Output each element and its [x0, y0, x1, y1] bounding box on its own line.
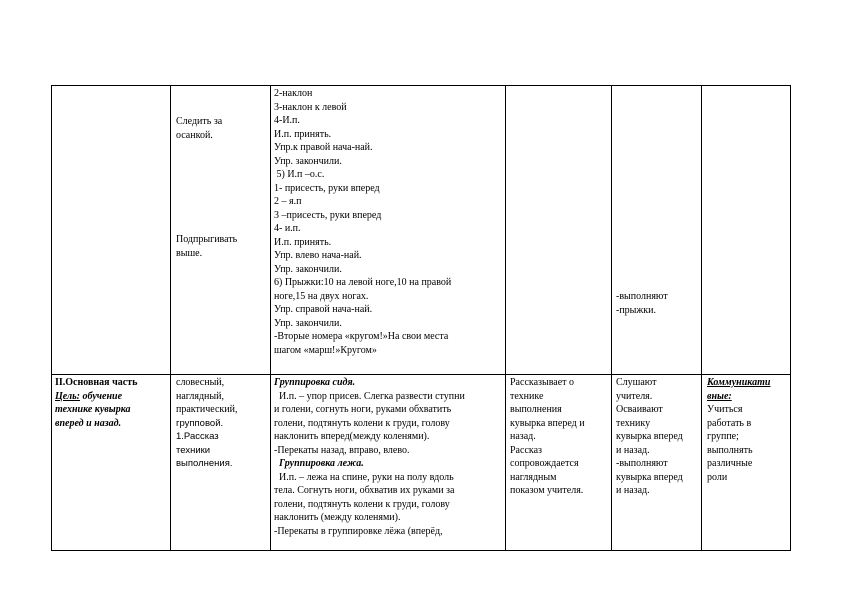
student-action: технику — [616, 417, 651, 429]
teacher-action: выполнения — [510, 404, 562, 415]
stage-title: II.Основная часть — [55, 377, 138, 388]
method-item: наглядный, — [176, 390, 224, 402]
student-action: -выполняют — [616, 458, 668, 469]
teacher-action: Рассказывает о — [510, 377, 575, 388]
content-line: тела. Согнуть ноги, обхватив их руками за — [274, 485, 455, 496]
content-line: голени, подтянуть колени к груди, голову — [274, 417, 450, 429]
teacher-action: наглядным — [510, 471, 557, 483]
goal-label: Цель: — [55, 390, 80, 402]
row-divider — [52, 374, 790, 375]
student-action: Осваивают — [616, 404, 663, 415]
method-note: выше. — [176, 247, 203, 259]
method-item: техники — [176, 444, 211, 456]
uud-item: Учиться — [707, 404, 743, 415]
content-line: наклонить (между коленями). — [274, 512, 401, 523]
content-line: голени, подтянуть колени к груди, голову — [274, 498, 450, 510]
exercise-line: 3-наклон к левой — [274, 101, 347, 113]
exercise-line: 4- и.п. — [274, 223, 301, 234]
content-line: И.п. – лежа на спине, руки на полу вдоль — [274, 471, 454, 483]
exercise-line: 4-И.п. — [274, 115, 300, 126]
exercise-line: 6) Прыжки:10 на левой ноге,10 на правой — [274, 277, 452, 288]
exercise-line: Упр.к правой нача-най. — [274, 142, 373, 153]
method-item: выполнения. — [176, 458, 233, 469]
method-note: Подпрыгивать — [176, 234, 238, 245]
exercise-line: Упр. закончили. — [274, 155, 342, 167]
content-line: наклонить вперед(между коленями). — [274, 431, 430, 442]
method-item: словесный, — [176, 377, 225, 388]
student-action: учителя. — [616, 390, 653, 402]
content-line: и голени, согнуть ноги, руками обхватить — [274, 404, 452, 415]
student-action: кувырка вперед — [616, 471, 683, 483]
exercise-line: Упр. закончили. — [274, 263, 342, 275]
row2-teacher-cell — [510, 376, 610, 498]
teacher-action: Рассказ — [510, 444, 542, 456]
row2-students-cell — [616, 376, 700, 498]
exercise-line: 2-наклон — [274, 88, 313, 99]
uud-item: различные — [707, 458, 753, 469]
exercise-line: 3 –присесть, руки вперед — [274, 209, 382, 221]
content-heading: Группировка сидя. — [274, 377, 356, 388]
exercise-line: И.п. принять. — [274, 236, 332, 248]
method-note: Следить за — [176, 116, 223, 127]
row2-content-cell — [274, 376, 504, 538]
content-line: И.п. – упор присев. Слегка развести ступни — [274, 390, 465, 402]
content-line: -Перекаты назад, вправо, влево. — [274, 444, 410, 456]
column-divider — [701, 86, 702, 550]
uud-heading: вные: — [707, 390, 732, 402]
exercise-line: Упр. влево нача-най. — [274, 250, 362, 261]
method-item: практический, — [176, 404, 238, 415]
student-action: Слушают — [616, 377, 657, 388]
exercise-line: ноге,15 на двух ногах. — [274, 290, 369, 302]
uud-item: роли — [707, 471, 728, 483]
teacher-action: показом учителя. — [510, 485, 584, 496]
student-action: и назад. — [616, 444, 650, 456]
student-action: и назад. — [616, 485, 650, 496]
uud-item: работать в — [707, 417, 752, 429]
teacher-action: кувырка вперед и — [510, 417, 585, 429]
exercise-line: шагом «марш!»Кругом» — [274, 344, 377, 356]
teacher-action: назад. — [510, 431, 536, 442]
student-action: -прыжки. — [616, 304, 657, 316]
row2-method-cell — [176, 376, 268, 471]
exercise-line: 5) И.п –о.с. — [274, 169, 325, 180]
column-divider — [505, 86, 506, 550]
row1-students-cell — [616, 290, 698, 317]
teacher-action: технике — [510, 390, 544, 402]
goal-text-line: технике кувырка — [55, 404, 131, 415]
exercise-line: 1- присесть, руки вперед — [274, 182, 380, 194]
row1-content-cell — [274, 87, 502, 357]
method-note: осанкой. — [176, 129, 213, 141]
row2-uud-cell — [707, 376, 789, 484]
student-action: кувырка вперед — [616, 431, 683, 442]
exercise-line: И.п. принять. — [274, 128, 332, 140]
goal-text: обучение — [80, 390, 123, 402]
column-divider — [170, 86, 171, 550]
content-line: -Перекаты в группировке лёжа (вперёд, — [274, 525, 443, 537]
column-divider — [270, 86, 271, 550]
teacher-action: сопровождается — [510, 458, 579, 469]
uud-item: группе; — [707, 431, 739, 442]
content-heading: Группировка лежа. — [279, 458, 364, 469]
exercise-line: 2 – я.п — [274, 196, 302, 207]
lesson-table — [51, 85, 791, 551]
uud-item: выполнять — [707, 444, 753, 456]
method-item: групповой. — [176, 417, 224, 429]
row1-method-cell-2 — [176, 233, 266, 260]
method-item: 1.Рассказ — [176, 431, 219, 442]
column-divider — [611, 86, 612, 550]
student-action: -выполняют — [616, 291, 668, 302]
row2-stage-cell — [55, 376, 169, 430]
goal-text-line: вперед и назад. — [55, 417, 122, 429]
exercise-line: Упр. справой нача-най. — [274, 304, 373, 315]
row1-method-cell — [176, 115, 266, 142]
exercise-line: -Вторые номера «кругом!»На свои места — [274, 331, 449, 342]
exercise-line: Упр. закончили. — [274, 317, 342, 329]
uud-heading: Коммуникати — [707, 377, 771, 388]
